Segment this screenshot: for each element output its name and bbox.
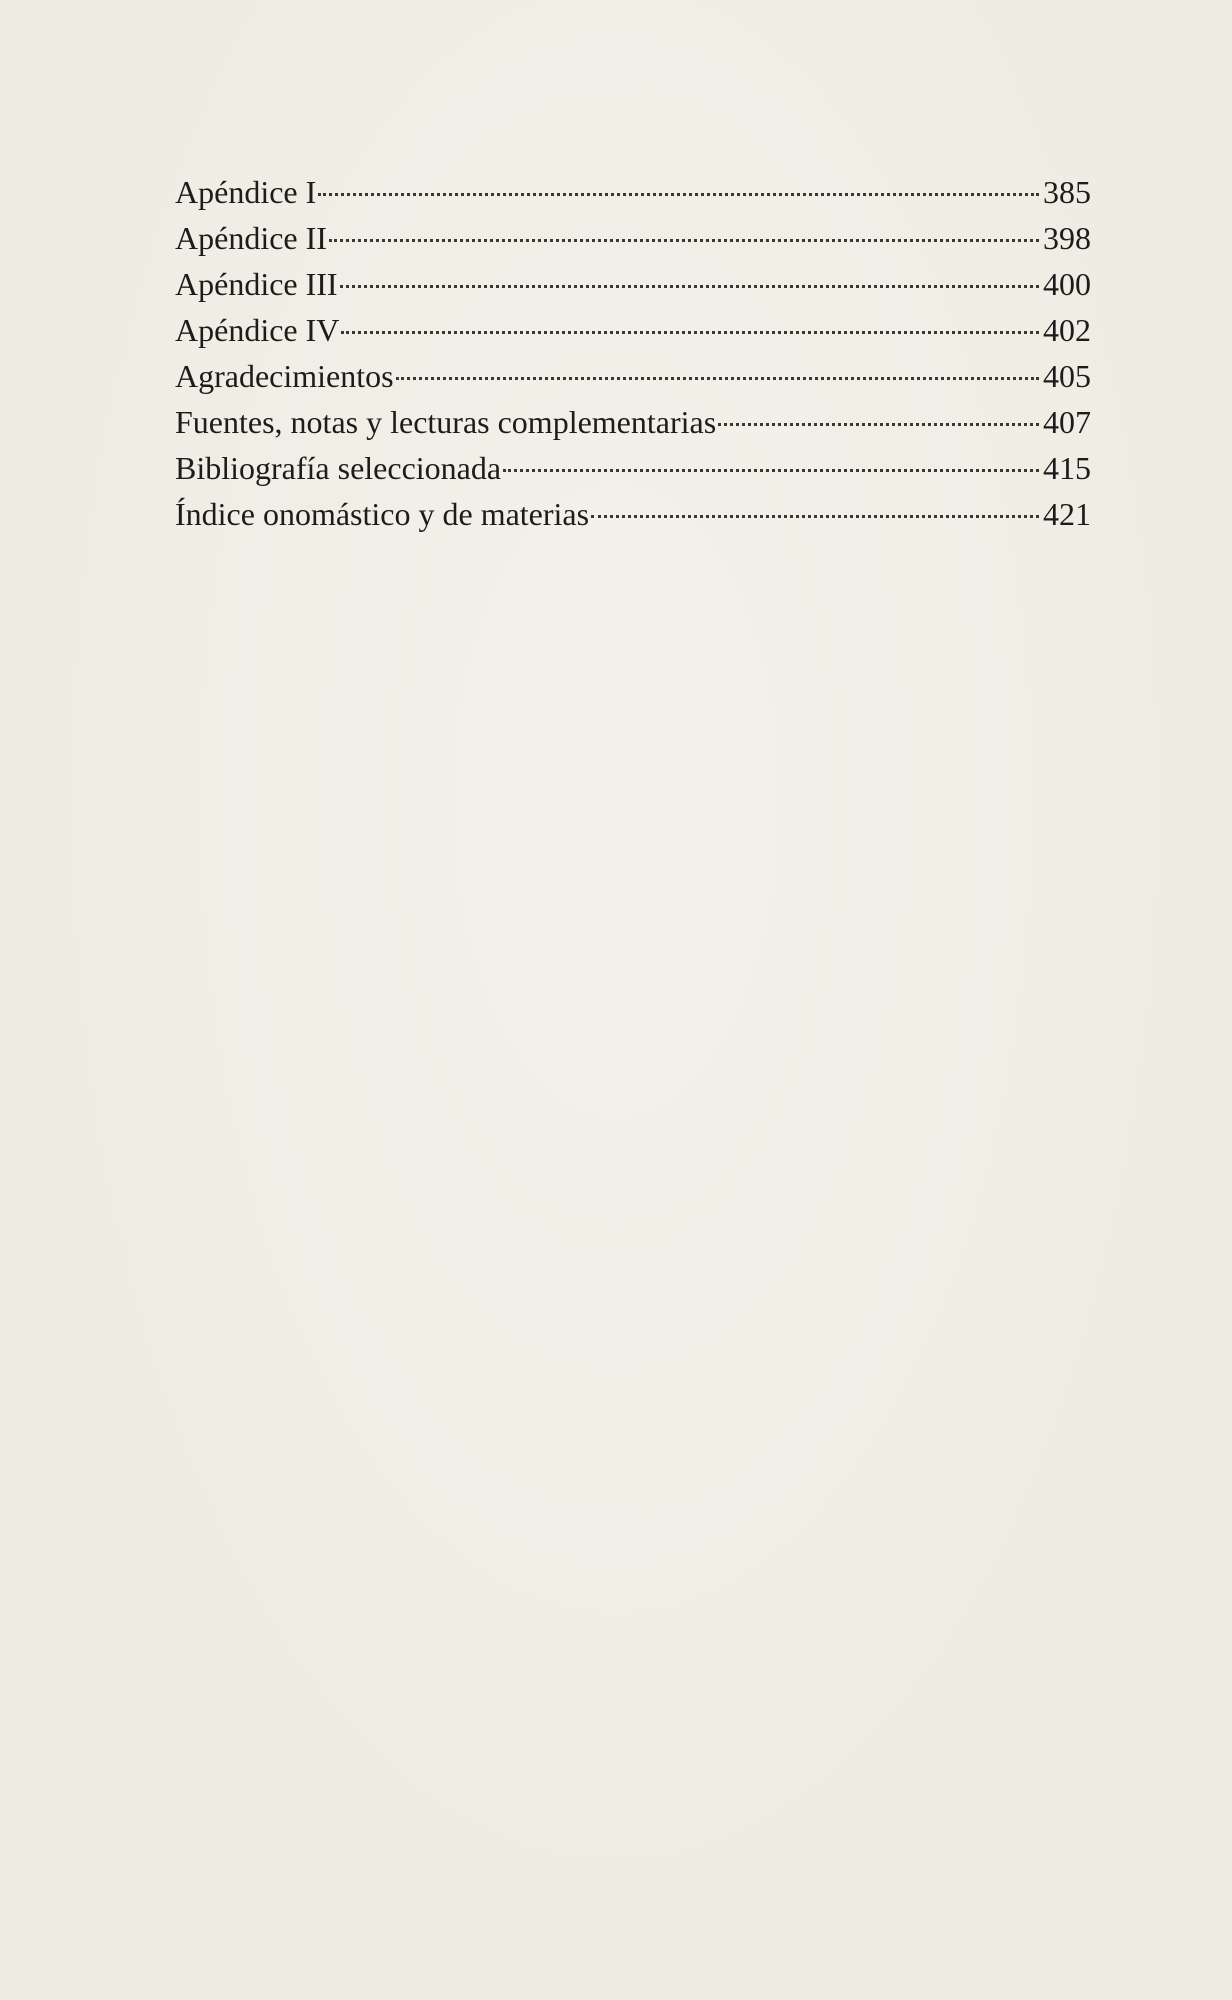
toc-entry-title: Bibliografía seleccionada — [175, 450, 502, 486]
toc-entry — [175, 399, 1091, 445]
toc-dot-leader — [718, 423, 1039, 426]
toc-entry-title: Agradecimientos — [175, 358, 394, 394]
toc-entry-title: Apéndice III — [175, 266, 338, 302]
toc-entry — [175, 491, 1091, 537]
toc-entry-page: 385 — [1043, 174, 1091, 210]
toc-entry-page: 398 — [1043, 220, 1091, 256]
toc-entry-title: Apéndice II — [175, 220, 327, 256]
toc-entry-title: Índice onomástico y de materias — [175, 496, 590, 532]
toc-entry-page: 407 — [1043, 404, 1091, 440]
toc-dot-leader — [340, 285, 1039, 288]
toc-entry — [175, 261, 1091, 307]
toc-entry-title: Apéndice IV — [175, 312, 340, 348]
toc-entry — [175, 353, 1091, 399]
toc-entry — [175, 307, 1091, 353]
toc-dot-leader — [329, 239, 1039, 242]
toc-dot-leader — [341, 331, 1039, 334]
toc-entry-title: Fuentes, notas y lecturas complementarias — [175, 404, 717, 440]
toc-entry-page: 400 — [1043, 266, 1091, 302]
table-of-contents — [175, 169, 1091, 537]
toc-entry-page: 405 — [1043, 358, 1091, 394]
toc-entry-title: Apéndice I — [175, 174, 317, 210]
toc-dot-leader — [318, 193, 1039, 196]
toc-dot-leader — [503, 469, 1039, 472]
toc-entry-page: 402 — [1043, 312, 1091, 348]
toc-dot-leader — [396, 377, 1039, 380]
toc-entry-page: 421 — [1043, 496, 1091, 532]
toc-entry-page: 415 — [1043, 450, 1091, 486]
toc-entry — [175, 215, 1091, 261]
toc-entry — [175, 445, 1091, 491]
toc-entry — [175, 169, 1091, 215]
toc-dot-leader — [591, 515, 1039, 518]
